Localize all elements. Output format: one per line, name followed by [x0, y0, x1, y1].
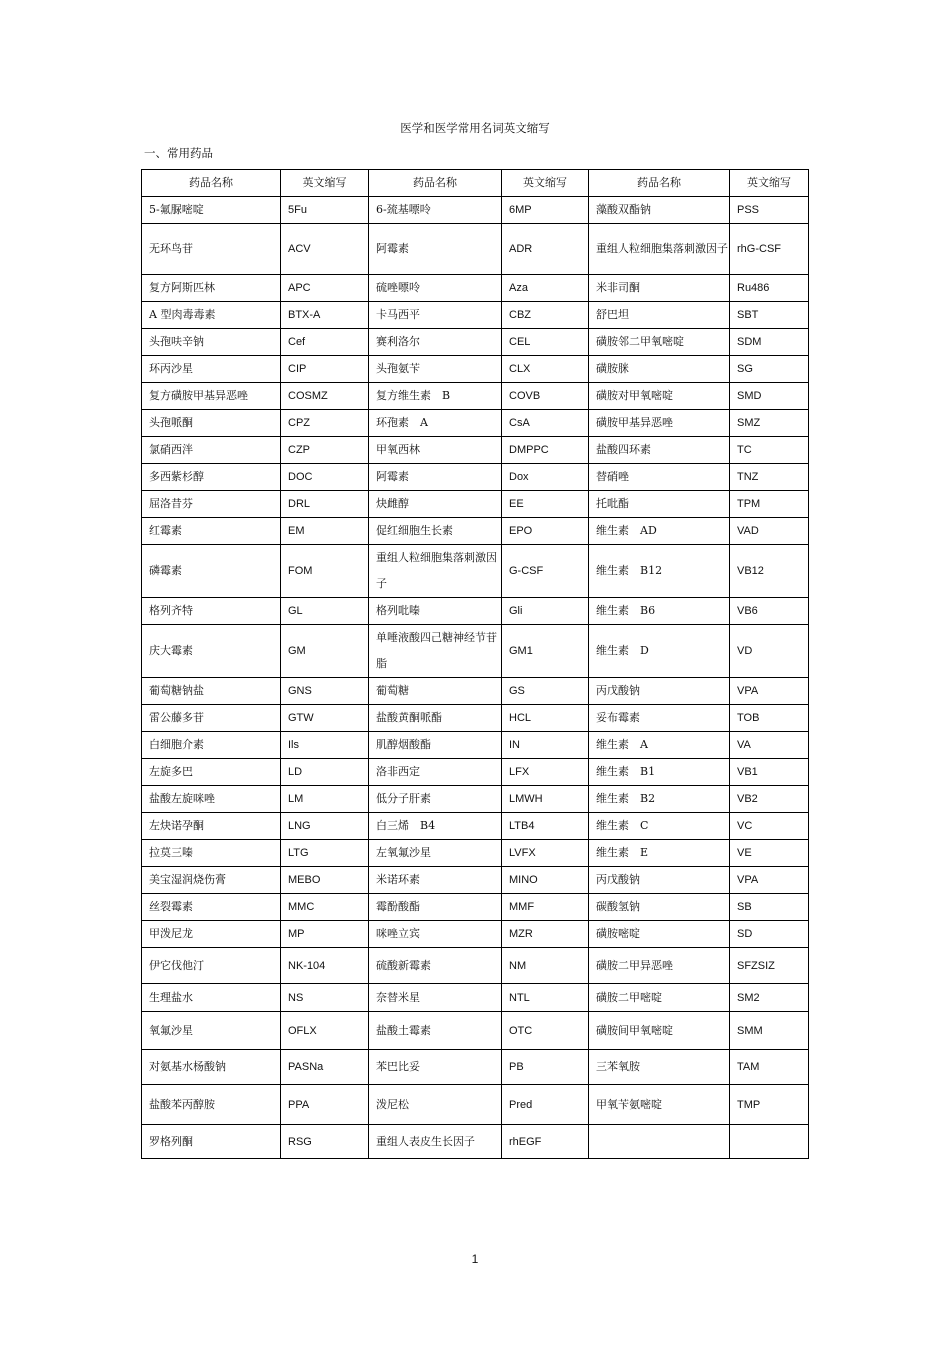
abbreviation-cell: Ru486	[730, 275, 809, 302]
drug-name-cell: 左氧氟沙星	[369, 840, 502, 867]
table-row	[142, 867, 809, 894]
abbreviation-cell: MMC	[281, 894, 369, 921]
drug-name-cell: 维生素 D	[589, 625, 730, 678]
drug-name-cell: 硫唑嘌呤	[369, 275, 502, 302]
abbreviation-cell: SD	[730, 921, 809, 948]
drug-name-cell: 磺胺间甲氧嘧啶	[589, 1012, 730, 1050]
abbreviation-cell: PB	[502, 1050, 589, 1085]
drug-name-cell: 盐酸四环素	[589, 437, 730, 464]
table-row	[142, 598, 809, 625]
drug-name-cell: 葡萄糖钠盐	[142, 678, 281, 705]
drug-name-cell: 盐酸土霉素	[369, 1012, 502, 1050]
abbreviation-cell: SMZ	[730, 410, 809, 437]
abbreviation-cell: LNG	[281, 813, 369, 840]
table-row	[142, 464, 809, 491]
drug-name-cell: A 型肉毒毒素	[142, 302, 281, 329]
abbreviation-cell: VB6	[730, 598, 809, 625]
table-row	[142, 518, 809, 545]
header-drug-name: 药品名称	[369, 170, 502, 197]
abbreviation-cell: MZR	[502, 921, 589, 948]
table-row	[142, 705, 809, 732]
header-abbreviation: 英文缩写	[730, 170, 809, 197]
drug-name-cell: 屈洛昔芬	[142, 491, 281, 518]
abbreviation-cell: Dox	[502, 464, 589, 491]
drug-name-cell: 盐酸黄酮哌酯	[369, 705, 502, 732]
drug-name-cell: 复方磺胺甲基异恶唑	[142, 383, 281, 410]
abbreviation-cell: VAD	[730, 518, 809, 545]
abbreviation-cell: EPO	[502, 518, 589, 545]
drug-name-cell: 甲氧西林	[369, 437, 502, 464]
abbreviation-cell: TOB	[730, 705, 809, 732]
drug-name-cell: 维生素 A	[589, 732, 730, 759]
table-row	[142, 491, 809, 518]
drug-name-cell: 妥布霉素	[589, 705, 730, 732]
abbreviation-cell: MEBO	[281, 867, 369, 894]
abbreviation-cell: MMF	[502, 894, 589, 921]
abbreviation-cell: TAM	[730, 1050, 809, 1085]
header-abbreviation: 英文缩写	[502, 170, 589, 197]
abbreviation-cell: SM2	[730, 984, 809, 1012]
abbreviation-cell: TNZ	[730, 464, 809, 491]
table-row	[142, 813, 809, 840]
abbreviation-cell: SG	[730, 356, 809, 383]
abbreviation-cell: CZP	[281, 437, 369, 464]
drug-name-cell: 盐酸左旋咪唑	[142, 786, 281, 813]
drug-name-cell: 洛非西定	[369, 759, 502, 786]
abbreviation-cell: VB12	[730, 545, 809, 598]
drug-name-cell: 白细胞介素	[142, 732, 281, 759]
abbreviation-cell: GL	[281, 598, 369, 625]
drug-name-cell: 磺胺甲基异恶唑	[589, 410, 730, 437]
abbreviation-cell: COVB	[502, 383, 589, 410]
drug-name-cell: 红霉素	[142, 518, 281, 545]
abbreviation-cell: GM1	[502, 625, 589, 678]
drug-name-cell: 复方维生素 B	[369, 383, 502, 410]
section-heading: 一、常用药品	[144, 146, 213, 160]
abbreviation-cell: PPA	[281, 1085, 369, 1125]
drug-name-cell: 霉酚酸酯	[369, 894, 502, 921]
abbreviation-cell: PSS	[730, 197, 809, 224]
drug-name-cell: 泼尼松	[369, 1085, 502, 1125]
abbreviation-cell: LD	[281, 759, 369, 786]
abbreviation-cell: CLX	[502, 356, 589, 383]
drug-name-cell: 藻酸双酯钠	[589, 197, 730, 224]
abbreviation-cell: VD	[730, 625, 809, 678]
drug-name-cell: 炔雌醇	[369, 491, 502, 518]
drug-name-cell: 三苯氧胺	[589, 1050, 730, 1085]
abbreviation-cell: LTG	[281, 840, 369, 867]
abbreviation-cell: 5Fu	[281, 197, 369, 224]
abbreviation-cell: VE	[730, 840, 809, 867]
abbreviation-cell: Cef	[281, 329, 369, 356]
abbreviation-cell: rhG-CSF	[730, 224, 809, 275]
drug-name-cell: 磺胺嘧啶	[589, 921, 730, 948]
document-title: 医学和医学常用名词英文缩写	[400, 121, 550, 135]
drug-name-cell: 盐酸苯丙醇胺	[142, 1085, 281, 1125]
drug-name-cell: 磺胺对甲氧嘧啶	[589, 383, 730, 410]
abbreviation-cell: COSMZ	[281, 383, 369, 410]
abbreviation-cell: GTW	[281, 705, 369, 732]
abbreviation-cell: 6MP	[502, 197, 589, 224]
abbreviation-cell: OFLX	[281, 1012, 369, 1050]
abbreviation-cell: CBZ	[502, 302, 589, 329]
drug-name-cell: 氧氟沙星	[142, 1012, 281, 1050]
drug-name-cell: 单唾液酸四己糖神经节苷脂	[369, 625, 502, 678]
drug-name-cell: 无环鸟苷	[142, 224, 281, 275]
abbreviation-cell: LFX	[502, 759, 589, 786]
abbreviation-cell: SFZSIZ	[730, 948, 809, 984]
abbreviation-cell: GNS	[281, 678, 369, 705]
drug-name-cell: 阿霉素	[369, 464, 502, 491]
abbreviation-cell: OTC	[502, 1012, 589, 1050]
drug-name-cell: 丙戊酸钠	[589, 678, 730, 705]
drug-name-cell: 左炔诺孕酮	[142, 813, 281, 840]
table-row	[142, 732, 809, 759]
table-row	[142, 545, 809, 598]
drug-name-cell: 白三烯 B4	[369, 813, 502, 840]
drug-name-cell: 米诺环素	[369, 867, 502, 894]
drug-name-cell: 低分子肝素	[369, 786, 502, 813]
abbreviation-cell: TPM	[730, 491, 809, 518]
table-row	[142, 840, 809, 867]
abbreviation-cell: Ils	[281, 732, 369, 759]
drug-abbreviation-table	[141, 169, 809, 1159]
abbreviation-cell: ADR	[502, 224, 589, 275]
table-row	[142, 948, 809, 984]
abbreviation-cell: SB	[730, 894, 809, 921]
abbreviation-cell: APC	[281, 275, 369, 302]
drug-name-cell: 维生素 C	[589, 813, 730, 840]
drug-name-cell: 维生素 B6	[589, 598, 730, 625]
abbreviation-cell: NS	[281, 984, 369, 1012]
table-row	[142, 275, 809, 302]
table-row	[142, 625, 809, 678]
abbreviation-cell: DMPPC	[502, 437, 589, 464]
table-row	[142, 1050, 809, 1085]
header-drug-name: 药品名称	[142, 170, 281, 197]
drug-name-cell: 维生素 B2	[589, 786, 730, 813]
abbreviation-cell: LMWH	[502, 786, 589, 813]
abbreviation-cell: GS	[502, 678, 589, 705]
abbreviation-cell: rhEGF	[502, 1125, 589, 1159]
drug-name-cell: 替硝唑	[589, 464, 730, 491]
table-row	[142, 302, 809, 329]
abbreviation-cell: SMD	[730, 383, 809, 410]
drug-name-cell: 碳酸氢钠	[589, 894, 730, 921]
table-row	[142, 197, 809, 224]
drug-name-cell: 甲泼尼龙	[142, 921, 281, 948]
abbreviation-cell: VB2	[730, 786, 809, 813]
drug-name-cell: 5-氟脲嘧啶	[142, 197, 281, 224]
drug-name-cell: 环孢素 A	[369, 410, 502, 437]
drug-name-cell: 头孢哌酮	[142, 410, 281, 437]
abbreviation-cell: GM	[281, 625, 369, 678]
drug-name-cell: 磺胺二甲异恶唑	[589, 948, 730, 984]
abbreviation-cell: EE	[502, 491, 589, 518]
table-row	[142, 1125, 809, 1159]
drug-name-cell	[589, 1125, 730, 1159]
drug-name-cell: 咪唑立宾	[369, 921, 502, 948]
abbreviation-cell: LM	[281, 786, 369, 813]
drug-name-cell: 拉莫三嗪	[142, 840, 281, 867]
abbreviation-cell: HCL	[502, 705, 589, 732]
drug-name-cell: 对氨基水杨酸钠	[142, 1050, 281, 1085]
table-row	[142, 894, 809, 921]
drug-name-cell: 丝裂霉素	[142, 894, 281, 921]
abbreviation-cell: NTL	[502, 984, 589, 1012]
drug-name-cell: 维生素 AD	[589, 518, 730, 545]
table-row	[142, 984, 809, 1012]
drug-name-cell: 卡马西平	[369, 302, 502, 329]
abbreviation-cell: DRL	[281, 491, 369, 518]
table-header-row	[142, 170, 809, 197]
table-row	[142, 1085, 809, 1125]
abbreviation-cell: CsA	[502, 410, 589, 437]
drug-name-cell: 肌醇烟酸酯	[369, 732, 502, 759]
abbreviation-cell: TMP	[730, 1085, 809, 1125]
table-row	[142, 678, 809, 705]
drug-name-cell: 6-巯基嘌呤	[369, 197, 502, 224]
abbreviation-cell: NK-104	[281, 948, 369, 984]
header-drug-name: 药品名称	[589, 170, 730, 197]
drug-name-cell: 氯硝西泮	[142, 437, 281, 464]
drug-name-cell: 磺胺脒	[589, 356, 730, 383]
abbreviation-cell: EM	[281, 518, 369, 545]
header-abbreviation: 英文缩写	[281, 170, 369, 197]
drug-name-cell: 阿霉素	[369, 224, 502, 275]
drug-name-cell: 丙戊酸钠	[589, 867, 730, 894]
drug-name-cell: 赛利洛尔	[369, 329, 502, 356]
table-row	[142, 759, 809, 786]
abbreviation-cell: FOM	[281, 545, 369, 598]
drug-name-cell: 奈替米星	[369, 984, 502, 1012]
abbreviation-cell: Pred	[502, 1085, 589, 1125]
table-row	[142, 410, 809, 437]
drug-name-cell: 环丙沙星	[142, 356, 281, 383]
table-row	[142, 224, 809, 275]
abbreviation-cell: Aza	[502, 275, 589, 302]
drug-name-cell: 美宝湿润烧伤膏	[142, 867, 281, 894]
drug-name-cell: 硫酸新霉素	[369, 948, 502, 984]
abbreviation-cell: VC	[730, 813, 809, 840]
drug-name-cell: 促红细胞生长素	[369, 518, 502, 545]
drug-name-cell: 左旋多巴	[142, 759, 281, 786]
drug-name-cell: 格列齐特	[142, 598, 281, 625]
abbreviation-cell: G-CSF	[502, 545, 589, 598]
drug-name-cell: 罗格列酮	[142, 1125, 281, 1159]
drug-name-cell: 维生素 B12	[589, 545, 730, 598]
abbreviation-cell: RSG	[281, 1125, 369, 1159]
drug-name-cell: 舒巴坦	[589, 302, 730, 329]
drug-name-cell: 头孢呋辛钠	[142, 329, 281, 356]
drug-name-cell: 磺胺二甲嘧啶	[589, 984, 730, 1012]
drug-name-cell: 甲氧苄氨嘧啶	[589, 1085, 730, 1125]
table-row	[142, 786, 809, 813]
abbreviation-cell: NM	[502, 948, 589, 984]
abbreviation-cell: CIP	[281, 356, 369, 383]
abbreviation-cell: DOC	[281, 464, 369, 491]
abbreviation-cell: ACV	[281, 224, 369, 275]
drug-name-cell: 重组人粒细胞集落刺激因子	[369, 545, 502, 598]
drug-name-cell: 头孢氨苄	[369, 356, 502, 383]
table-row	[142, 356, 809, 383]
abbreviation-cell: Gli	[502, 598, 589, 625]
drug-name-cell: 伊它伐他汀	[142, 948, 281, 984]
drug-name-cell: 磺胺邻二甲氧嘧啶	[589, 329, 730, 356]
abbreviation-cell: VPA	[730, 678, 809, 705]
abbreviation-cell: CPZ	[281, 410, 369, 437]
abbreviation-cell: SMM	[730, 1012, 809, 1050]
abbreviation-cell: BTX-A	[281, 302, 369, 329]
abbreviation-cell: SDM	[730, 329, 809, 356]
drug-name-cell: 苯巴比妥	[369, 1050, 502, 1085]
drug-name-cell: 庆大霉素	[142, 625, 281, 678]
abbreviation-cell: LVFX	[502, 840, 589, 867]
abbreviation-cell: VA	[730, 732, 809, 759]
drug-name-cell: 格列吡嗪	[369, 598, 502, 625]
abbreviation-cell: SBT	[730, 302, 809, 329]
drug-name-cell: 维生素 E	[589, 840, 730, 867]
table-row	[142, 921, 809, 948]
abbreviation-cell: VPA	[730, 867, 809, 894]
drug-name-cell: 米非司酮	[589, 275, 730, 302]
abbreviation-cell	[730, 1125, 809, 1159]
drug-name-cell: 托吡酯	[589, 491, 730, 518]
abbreviation-cell: CEL	[502, 329, 589, 356]
table-row	[142, 329, 809, 356]
table-row	[142, 437, 809, 464]
table-row	[142, 1012, 809, 1050]
abbreviation-cell: TC	[730, 437, 809, 464]
drug-name-cell: 生理盐水	[142, 984, 281, 1012]
abbreviation-cell: MP	[281, 921, 369, 948]
abbreviation-cell: VB1	[730, 759, 809, 786]
abbreviation-cell: MINO	[502, 867, 589, 894]
drug-name-cell: 多西紫杉醇	[142, 464, 281, 491]
table-row	[142, 383, 809, 410]
abbreviation-cell: IN	[502, 732, 589, 759]
abbreviation-cell: PASNa	[281, 1050, 369, 1085]
drug-name-cell: 磷霉素	[142, 545, 281, 598]
page-number: 1	[471, 1252, 479, 1266]
drug-name-cell: 重组人粒细胞集落刺激因子	[589, 224, 730, 275]
abbreviation-cell: LTB4	[502, 813, 589, 840]
drug-name-cell: 重组人表皮生长因子	[369, 1125, 502, 1159]
drug-name-cell: 葡萄糖	[369, 678, 502, 705]
drug-name-cell: 复方阿斯匹林	[142, 275, 281, 302]
drug-name-cell: 维生素 B1	[589, 759, 730, 786]
drug-name-cell: 雷公藤多苷	[142, 705, 281, 732]
